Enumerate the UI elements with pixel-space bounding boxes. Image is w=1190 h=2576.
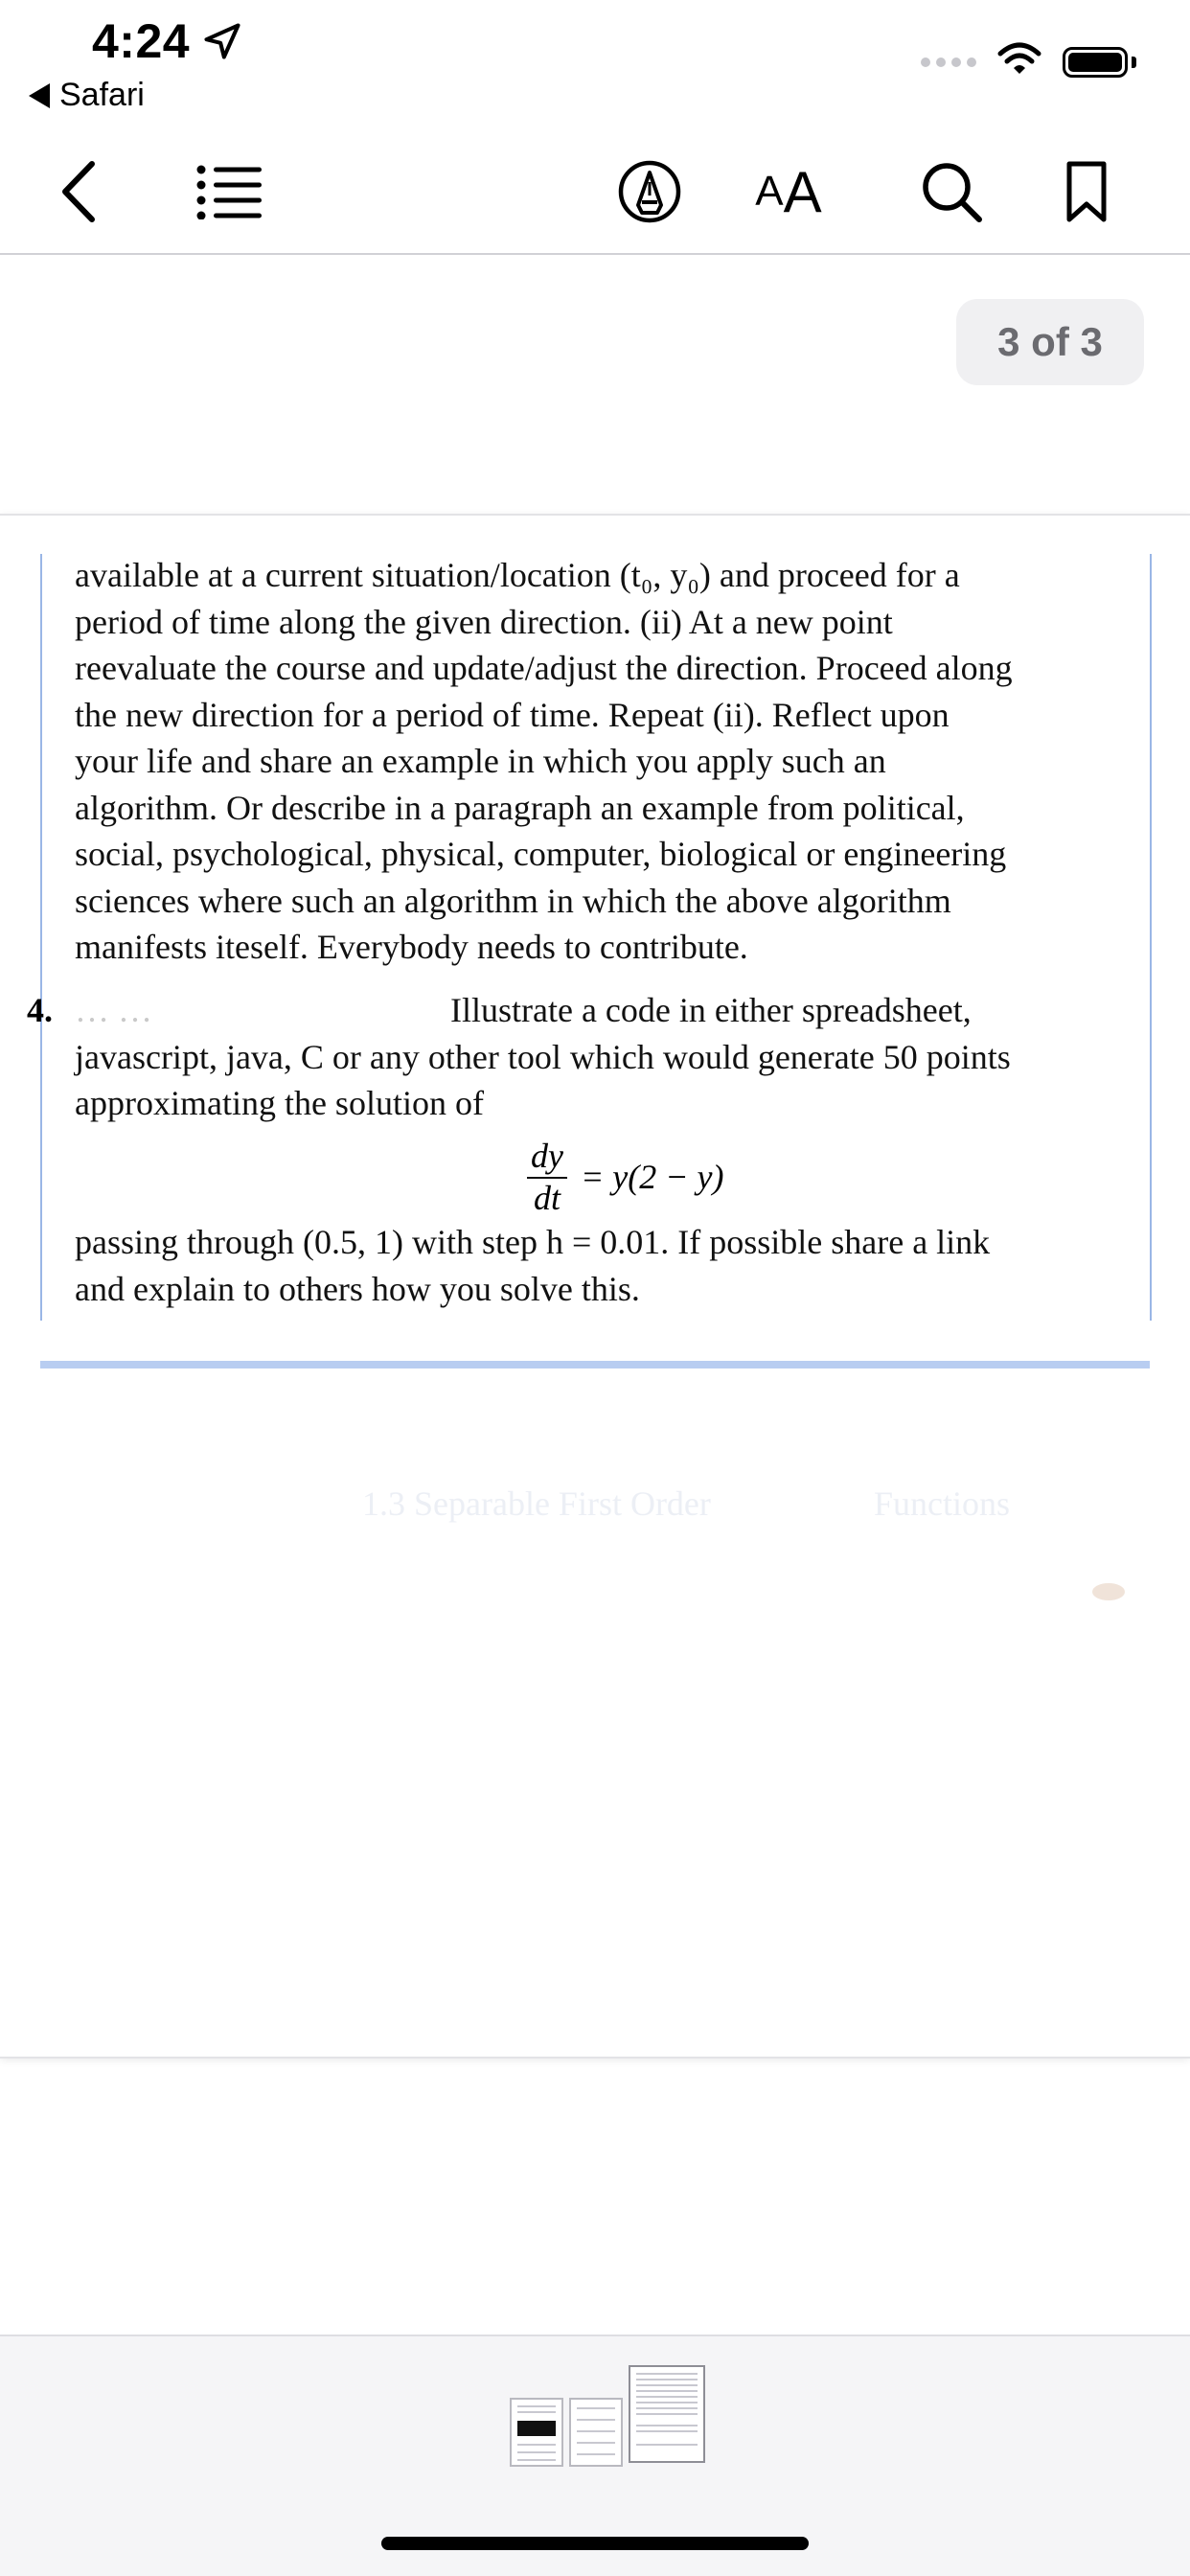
paragraph-algorithm — [75, 552, 1129, 971]
page-indicator: 3 of 3 — [956, 299, 1144, 385]
faded-heading-right: Functions — [874, 1484, 1011, 1523]
chevron-left-icon — [59, 160, 98, 223]
list-icon — [196, 164, 263, 219]
fraction — [527, 1137, 567, 1217]
text-line: sciences where such an algorithm in which the above algorithm — [75, 881, 951, 920]
markup-button[interactable] — [613, 153, 686, 230]
section-divider — [40, 1361, 1150, 1368]
text-line: algorithm. Or describe in a paragraph an example from political, — [75, 788, 965, 827]
status-indicators — [921, 42, 1136, 81]
text-line: social, psychological, physical, computer, biological or engineering — [75, 835, 1007, 873]
text-line: the new direction for a period of time. Repeat (ii). Reflect upon — [75, 695, 950, 734]
reader-toolbar — [0, 134, 1190, 255]
text-line: your life and share an example in which you apply such an — [75, 742, 886, 780]
fraction-numerator: dy — [527, 1137, 567, 1179]
search-icon — [920, 160, 983, 223]
page-thumbnail-3[interactable] — [629, 2365, 705, 2463]
bookmark-button[interactable] — [1058, 153, 1115, 230]
text-size-button[interactable] — [747, 153, 830, 230]
markup-pen-icon — [617, 159, 682, 224]
text-line: period of time along the given direction. (ii) At a new point — [75, 602, 893, 641]
location-arrow-icon — [201, 20, 243, 62]
text-line: available at a current situation/location (t₀, y₀) and proceed for a — [75, 556, 960, 594]
thumbnail-strip — [510, 2365, 705, 2463]
time-label: 4:24 — [92, 14, 191, 68]
battery-icon — [1063, 47, 1136, 78]
faded-mark — [1092, 1583, 1125, 1600]
back-button[interactable] — [50, 153, 107, 230]
back-to-safari[interactable] — [29, 77, 145, 114]
text-line: javascript, java, C or any other tool which would generate 50 points — [75, 1037, 1011, 1076]
faded-heading-left: 1.3 Separable First Order — [362, 1484, 711, 1523]
text-line: approximating the solution of — [75, 1084, 484, 1122]
back-app-label: Safari — [59, 77, 145, 113]
text-line: passing through (0.5, 1) with step h = 0.01. If possible share a link — [75, 1223, 991, 1261]
search-button[interactable] — [918, 153, 985, 230]
fraction-denominator: dt — [533, 1179, 561, 1217]
back-triangle-icon — [29, 83, 50, 108]
differential-equation — [527, 1137, 724, 1217]
faded-item-label: … … — [75, 991, 152, 1029]
table-of-contents-button[interactable] — [192, 153, 268, 230]
page-thumbnail-1[interactable] — [510, 2398, 563, 2467]
text-line: and explain to others how you solve this. — [75, 1269, 640, 1308]
document-page[interactable] — [0, 514, 1190, 2058]
home-indicator[interactable] — [381, 2537, 809, 2550]
page-thumbnail-2[interactable] — [569, 2398, 623, 2467]
paragraph-instructions — [75, 1219, 1129, 1312]
text-line: manifests iteself. Everybody needs to contribute. — [75, 928, 748, 966]
wifi-icon — [997, 42, 1041, 81]
text-size-big-label: A — [783, 159, 822, 224]
equation-rhs: = y(2 − y) — [580, 1158, 724, 1196]
paragraph-item4 — [75, 987, 1129, 1127]
text-segment: Illustrate a code in either spreadsheet, — [450, 991, 972, 1029]
status-time — [92, 13, 243, 69]
item-number: 4. — [27, 991, 53, 1029]
bookmark-icon — [1065, 160, 1108, 223]
text-size-small-label: A — [755, 168, 784, 215]
text-line — [75, 987, 1129, 1034]
text-line: reevaluate the course and update/adjust the direction. Proceed along — [75, 649, 1013, 687]
cellular-signal-icon — [921, 58, 976, 67]
